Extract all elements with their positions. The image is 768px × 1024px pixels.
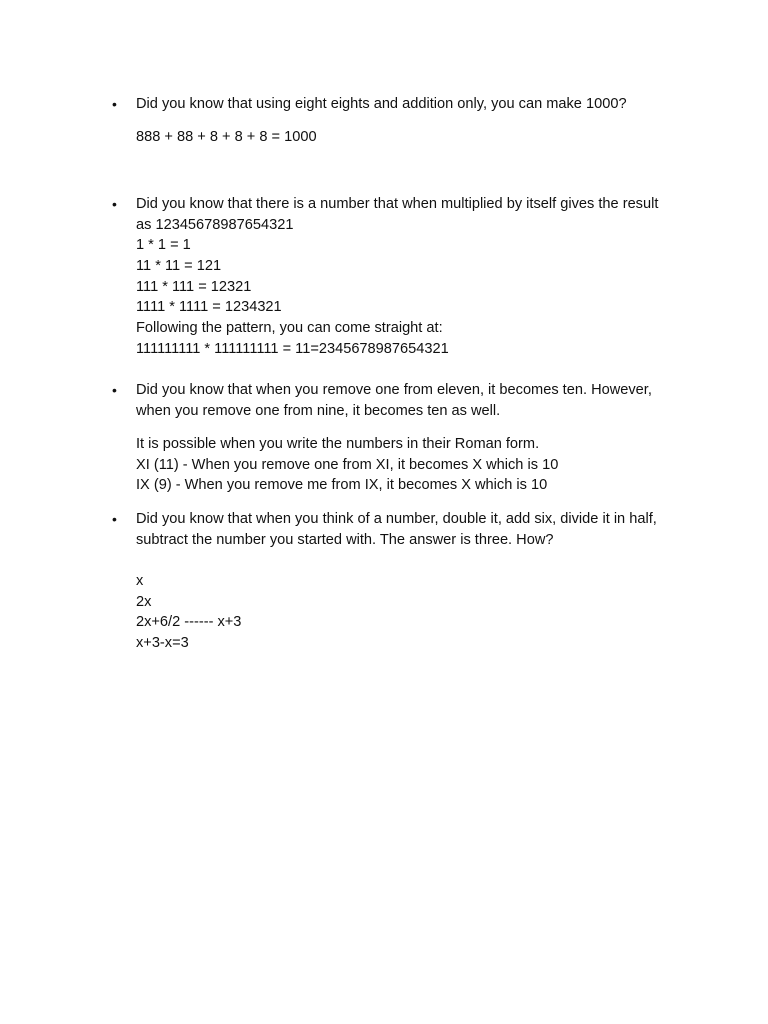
- text-line: subtract the number you started with. The answer is three. How?: [136, 531, 554, 548]
- fact-answer: [136, 571, 696, 654]
- text-line: Following the pattern, you can come straight at:: [136, 320, 443, 337]
- text-line: XI (11) - When you remove one from XI, it becomes X which is 10: [136, 456, 559, 473]
- text-line: Did you know that there is a number that when multiplied by itself gives the result: [136, 196, 659, 212]
- bullet-marker: •: [112, 96, 117, 112]
- text-line: when you remove one from nine, it becomes ten as well.: [136, 402, 501, 419]
- fact-answer: [136, 127, 696, 148]
- text-line: as 12345678987654321: [136, 216, 294, 233]
- text-line: 11 * 11 = 121: [136, 258, 222, 275]
- text-line: 2x+6/2 ------ x+3: [136, 614, 242, 631]
- fact-question: [136, 380, 696, 421]
- text-line: Did you know that when you think of a number, double it, add six, divide it in half,: [136, 511, 657, 527]
- text-line: 2x: [136, 593, 152, 610]
- text-line: 1111 * 1111 = 1234321: [136, 299, 282, 316]
- text-line: It is possible when you write the numbers in their Roman form.: [136, 436, 540, 452]
- fact-answer: [136, 434, 696, 496]
- text-line: 111 * 111 = 12321: [136, 278, 252, 295]
- text-line: Did you know that using eight eights and addition only, you can make 1000?: [136, 96, 627, 112]
- text-line: Did you know that when you remove one from eleven, it becomes ten. However,: [136, 382, 652, 398]
- bullet-marker: •: [112, 511, 117, 527]
- fact-question: [136, 94, 696, 115]
- text-line: 1 * 1 = 1: [136, 237, 191, 254]
- bullet-marker: •: [112, 382, 117, 398]
- bullet-marker: •: [112, 196, 117, 212]
- text-line: 888 + 88 + 8 + 8 + 8 = 1000: [136, 129, 317, 145]
- fact-question: [136, 509, 696, 550]
- fact-question: [136, 194, 696, 360]
- text-line: x: [136, 573, 144, 589]
- text-line: x+3-x=3: [136, 635, 189, 652]
- text-line: IX (9) - When you remove me from IX, it becomes X which is 10: [136, 477, 548, 494]
- text-line: 111111111 * 111111111 = 11=2345678987654321: [136, 340, 449, 357]
